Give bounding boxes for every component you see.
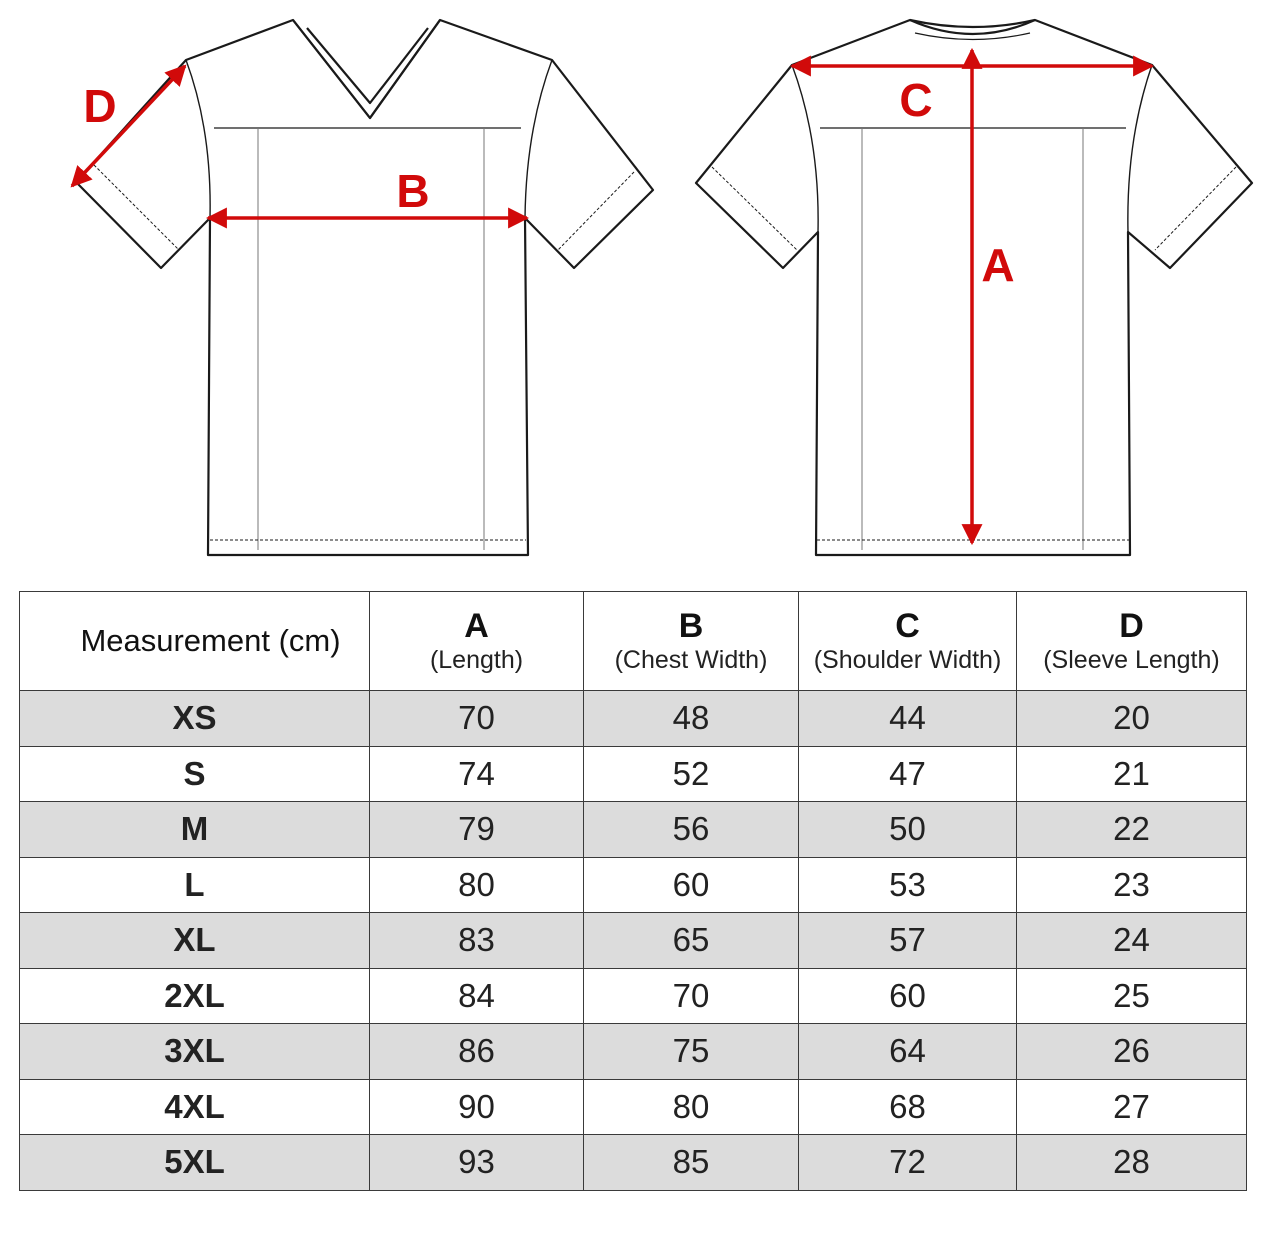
table-row [20,857,1247,913]
value-shoulder-width: 57 [799,913,1017,969]
size-label: XS [20,691,370,747]
size-label: L [20,857,370,913]
back-body-outline [696,20,1252,555]
value-sleeve-length: 25 [1017,968,1247,1024]
value-shoulder-width: 50 [799,802,1017,858]
value-shoulder-width: 44 [799,691,1017,747]
value-sleeve-length: 22 [1017,802,1247,858]
size-label: 4XL [20,1079,370,1135]
value-sleeve-length: 27 [1017,1079,1247,1135]
value-shoulder-width: 53 [799,857,1017,913]
label-a: A [981,239,1015,291]
size-label: 2XL [20,968,370,1024]
header-letter-b: B [678,607,704,645]
shirt-diagram [0,0,1275,580]
value-chest-width: 48 [584,691,799,747]
value-length: 93 [370,1135,584,1191]
table-row [20,1024,1247,1080]
label-b: B [396,165,430,217]
value-length: 74 [370,746,584,802]
table-row [20,913,1247,969]
value-sleeve-length: 24 [1017,913,1247,969]
back-view-shirt [696,20,1252,555]
header-measurement: Measurement (cm) [20,592,370,691]
size-label: 5XL [20,1135,370,1191]
header-col-a [370,592,584,691]
header-col-b [584,592,799,691]
front-body-outline [76,20,653,555]
header-desc-c: (Shoulder Width) [813,646,1002,674]
value-length: 86 [370,1024,584,1080]
value-sleeve-length: 21 [1017,746,1247,802]
value-shoulder-width: 72 [799,1135,1017,1191]
value-shoulder-width: 47 [799,746,1017,802]
table-row [20,746,1247,802]
size-label: M [20,802,370,858]
value-chest-width: 75 [584,1024,799,1080]
value-length: 79 [370,802,584,858]
table-header-row [20,592,1247,691]
value-shoulder-width: 68 [799,1079,1017,1135]
value-chest-width: 56 [584,802,799,858]
header-letter-c: C [895,607,920,645]
label-c: C [899,74,933,126]
header-col-c [799,592,1017,691]
size-label: XL [20,913,370,969]
label-d: D [83,80,117,132]
value-shoulder-width: 64 [799,1024,1017,1080]
header-letter-a: A [464,607,489,645]
value-chest-width: 70 [584,968,799,1024]
header-desc-b: (Chest Width) [614,646,768,674]
value-length: 80 [370,857,584,913]
value-chest-width: 80 [584,1079,799,1135]
value-length: 70 [370,691,584,747]
value-chest-width: 85 [584,1135,799,1191]
header-letter-d: D [1119,607,1144,645]
table-row [20,968,1247,1024]
value-chest-width: 65 [584,913,799,969]
header-desc-a: (Length) [429,646,524,674]
table-row [20,691,1247,747]
value-chest-width: 60 [584,857,799,913]
value-sleeve-length: 28 [1017,1135,1247,1191]
size-label: S [20,746,370,802]
size-chart-table [19,591,1247,1191]
size-label: 3XL [20,1024,370,1080]
value-length: 83 [370,913,584,969]
header-col-d [1017,592,1247,691]
value-sleeve-length: 20 [1017,691,1247,747]
value-sleeve-length: 23 [1017,857,1247,913]
table-row [20,1079,1247,1135]
header-desc-d: (Sleeve Length) [1043,646,1220,674]
value-sleeve-length: 26 [1017,1024,1247,1080]
value-length: 84 [370,968,584,1024]
table-row [20,802,1247,858]
table-row [20,1135,1247,1191]
front-view-shirt [76,20,653,555]
value-shoulder-width: 60 [799,968,1017,1024]
value-length: 90 [370,1079,584,1135]
value-chest-width: 52 [584,746,799,802]
